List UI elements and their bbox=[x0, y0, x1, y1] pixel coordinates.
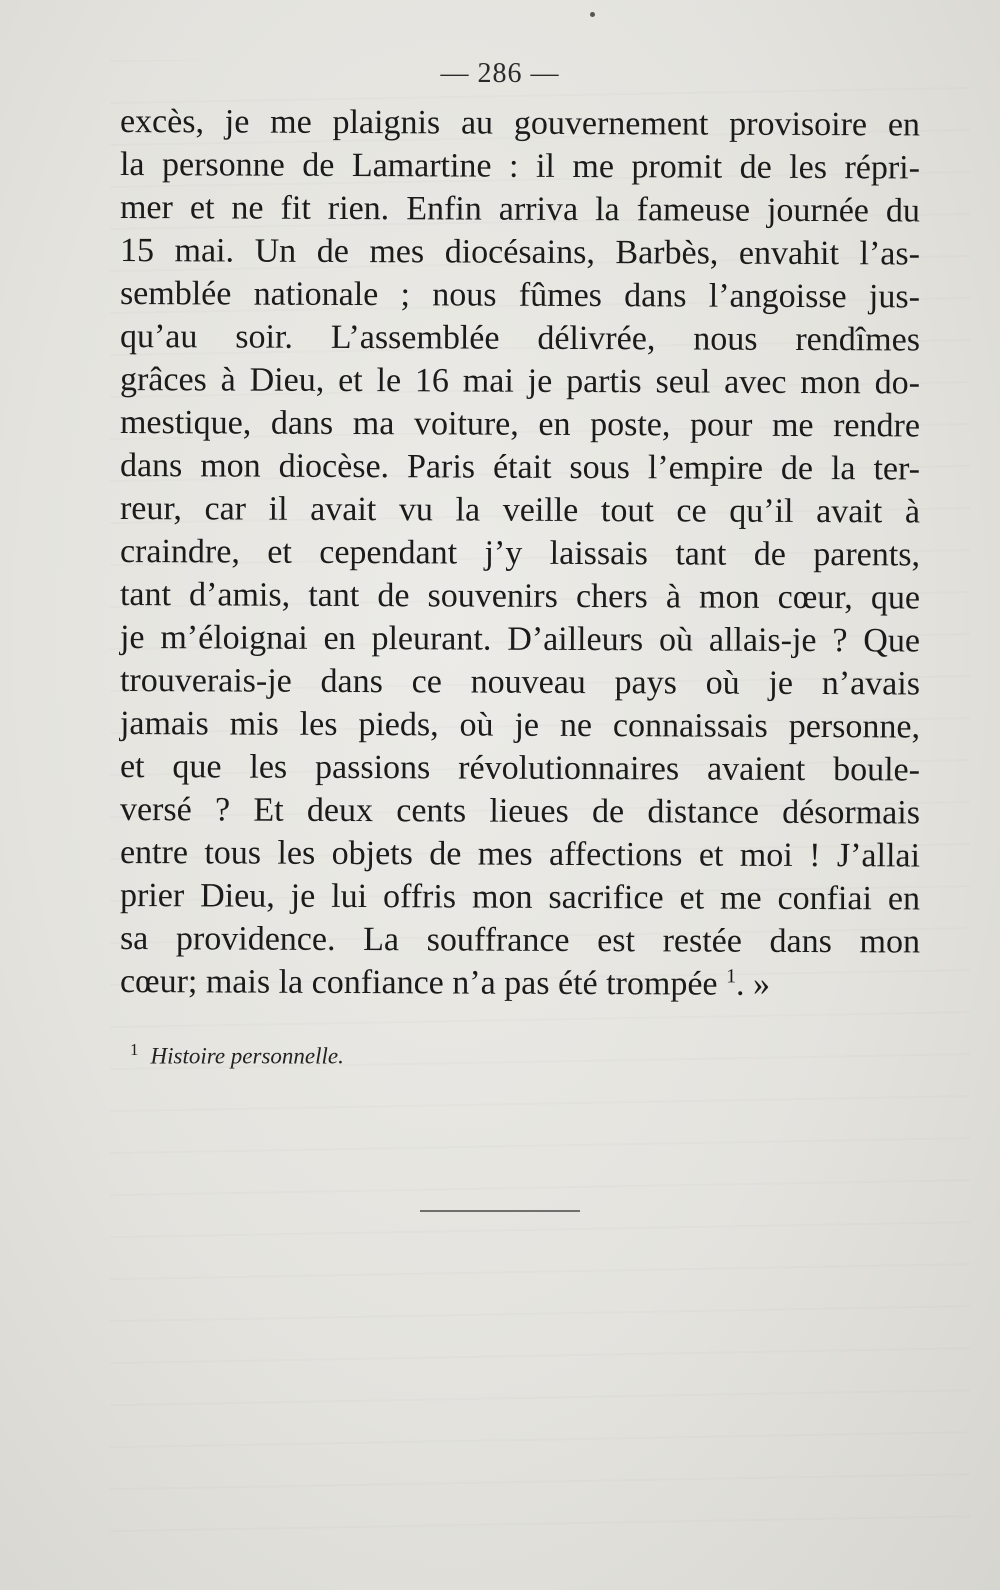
text-line-last bbox=[120, 960, 920, 1006]
closing-quote: . » bbox=[735, 965, 771, 1003]
end-rule bbox=[420, 1210, 580, 1212]
text-line: 15 mai. Un de mes diocésains, Barbès, envahit l’as- bbox=[119, 232, 921, 273]
paper-speck bbox=[590, 12, 595, 17]
last-line-text: cœur; mais la confiance n’a pas été trompée bbox=[119, 963, 718, 1003]
text-line: dans mon diocèse. Paris était sous l’empire de la ter- bbox=[119, 447, 921, 488]
text-line: sa providence. La souffrance est restée dans mon bbox=[119, 920, 921, 961]
text-line: excès, je me plaignis au gouvernement provisoire en bbox=[119, 103, 921, 144]
text-line: tant d’amis, tant de souvenirs chers à mon cœur, que bbox=[119, 576, 921, 617]
footnote bbox=[130, 1040, 730, 1070]
body-text bbox=[120, 100, 920, 1003]
text-line: je m’éloignai en pleurant. D’ailleurs où allais-je ? Que bbox=[119, 619, 921, 660]
text-line: et que les passions révolutionnaires avaient boule- bbox=[119, 748, 921, 789]
text-line: la personne de Lamartine : il me promit de les répri- bbox=[119, 146, 921, 187]
footnote-number: 1 bbox=[130, 1040, 139, 1059]
footnote-reference: 1 bbox=[726, 965, 737, 988]
page-number: — 286 — bbox=[440, 58, 560, 89]
footnote-text: Histoire personnelle. bbox=[150, 1043, 344, 1069]
text-line: prier Dieu, je lui offris mon sacrifice et me confiai en bbox=[119, 877, 921, 918]
text-line: grâces à Dieu, et le 16 mai je partis seul avec mon do- bbox=[119, 361, 921, 402]
text-line: semblée nationale ; nous fûmes dans l’angoisse jus- bbox=[119, 275, 921, 316]
text-line: mer et ne fit rien. Enfin arriva la fameuse journée du bbox=[119, 189, 921, 230]
text-line: trouverais-je dans ce nouveau pays où je n’avais bbox=[119, 662, 921, 703]
text-line: craindre, et cependant j’y laissais tant de parents, bbox=[119, 533, 921, 574]
text-line: mestique, dans ma voiture, en poste, pour me rendre bbox=[119, 404, 921, 445]
text-line: reur, car il avait vu la veille tout ce qu’il avait à bbox=[119, 490, 921, 531]
text-line: jamais mis les pieds, où je ne connaissais personne, bbox=[119, 705, 921, 746]
text-line: entre tous les objets de mes affections et moi ! J’allai bbox=[119, 834, 921, 875]
text-line: qu’au soir. L’assemblée délivrée, nous rendîmes bbox=[119, 318, 921, 359]
text-line: versé ? Et deux cents lieues de distance désormais bbox=[119, 791, 921, 832]
